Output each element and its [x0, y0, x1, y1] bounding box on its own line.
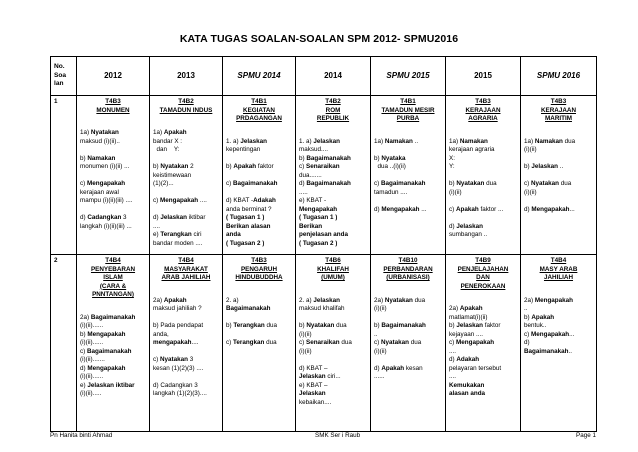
- cell-questions: 2a) Mengapakah .. b) Apakah bentuk.. c) Mengapakah... d) Bagaimanakah..: [524, 296, 575, 355]
- cell-questions: 2. a) Jelaskan maksud khalifah b) Nyatakan dua (i)(ii) c) Senaraikan dua (i)(ii) d) KBAT – Jelaskan ciri... e) KBAT – Jelaskan kebaikan....: [299, 296, 352, 406]
- table-cell: [223, 96, 296, 255]
- cell-questions: 2a) Apakah maksud jahiliah ? b) Pada pendapat anda, mengapakah.... c) Nyatakan 3 kesan (1)(2)(3) .... d) Cadangkan 3 langkah (1)(2)(3)....: [153, 296, 207, 397]
- cell-questions: 1a) Apakah bandar X : dan Y: b) Nyatakan 2 keistimewaan (1)(2)... c) Mengapakah .... d) Jelaskan iktibar .... e) Terangkan ciri bandar moden ....: [153, 129, 207, 247]
- cell-questions: 1a) Namakan kerajaan agraria X: Y: b) Nyatakan dua (i)(ii) c) Apakah faktor ... d) Jelaskan sumbangan ..: [449, 137, 504, 238]
- header-2012: 2012: [77, 57, 150, 96]
- cell-questions: 2a) Bagaimanakah (i)(ii)...... b) Mengapakah (i)(ii)...... c) Bagaimanakah (i)(ii)....... d) Mengapakah (i)(ii)...... e) Jelaskan iktibar (i)(ii).....: [80, 313, 136, 397]
- table-row: [51, 255, 597, 432]
- header-2015: 2015: [446, 57, 521, 96]
- cell-questions: 1a) Namakan .. b) Nyataka dua ..(i)(ii) c) Bagaimanakah tamadun .... d) Mengapakah ...: [374, 137, 427, 213]
- question-number: 2: [51, 255, 77, 432]
- cell-topic: T4B10 PERBANDARAN (URBANISASI): [383, 257, 433, 281]
- cell-topic: T4B4 MASY ARAB JAHILIAH: [539, 257, 578, 281]
- table-cell: [77, 255, 150, 432]
- footer-school: SMK Ser i Raub: [315, 432, 361, 439]
- table-cell: [223, 255, 296, 432]
- table-cell: [521, 96, 597, 255]
- header-2014: 2014: [296, 57, 371, 96]
- table-cell: [446, 255, 521, 432]
- page-title: KATA TUGAS SOALAN-SOALAN SPM 2012- SPMU2016: [179, 33, 459, 45]
- cell-questions: 1. a) Jelaskan maksud.... b) Bagaimanakah c) Senaraikan dua....... d) Bagaimanakah ..... e) KBAT - Mengapakah ( Tugasan 1 ) Berikan penjelasan anda ( Tugasan 2 ): [299, 137, 351, 247]
- cell-topic: T4B1 TAMADUN MESIR PURBA: [381, 98, 435, 122]
- cell-topic: T4B6 KHALIFAH (UMUM): [317, 257, 349, 281]
- cell-questions: 2. a) Bagaimanakah b) Terangkan dua c) Terangkan dua: [226, 296, 278, 346]
- cell-questions: 1. a) Jelaskan kepentingan b) Apakah faktor c) Bagaimanakah d) KBAT -Adakah anda berminat ? ( Tugasan 1 ) Berikan alasan anda ( Tugasan 2 ): [226, 137, 278, 247]
- header-row: [51, 57, 597, 96]
- header-2013: 2013: [150, 57, 223, 96]
- cell-questions: 1a) Namakan dua (i)(ii) b) Jelaskan .. c) Nyatakan dua (i)(ii) d) Mengapakah...: [524, 137, 576, 213]
- table-cell: [296, 96, 371, 255]
- cell-questions: 2a) Nyatakan dua (i)(ii) b) Bagaimanakah .. c) Nyatakan dua (i)(ii) d) Apakah kesan ......: [374, 296, 426, 380]
- cell-topic: T4B3 PENGARUH HINDUBUDDHA: [235, 257, 283, 281]
- cell-questions: 1a) Nyatakan maksud (i)(ii).. b) Namakan monumen (i)(ii) ... c) Mengapakah kerajaan awal mampu (i)(ii)(iii) .... d) Cadangkan 3 langkah (i)(ii)(iii) ...: [80, 129, 133, 230]
- cell-topic: T4B1 KEGIATAN PRDAGANGAN: [236, 98, 282, 122]
- table-cell: [296, 255, 371, 432]
- table-cell: [446, 96, 521, 255]
- question-table: [50, 56, 597, 432]
- cell-questions: 2a) Apakah matlamat(i)(ii) b) Jelaskan faktor kejayaan .... c) Mengapakah .... d) Adakah pelayaran tersebut .... Kemukakan alasan anda: [449, 305, 502, 397]
- table-cell: [521, 255, 597, 432]
- cell-topic: T4B2 TAMADUN INDUS: [159, 98, 213, 114]
- table-cell: [371, 96, 446, 255]
- cell-topic: T4B3 KERAJAAN MARITIM: [541, 98, 576, 122]
- table-cell: [150, 255, 223, 432]
- footer-author: Pn Hanita binti Ahmad: [50, 432, 113, 439]
- footer-page-number: Page 1: [576, 432, 596, 439]
- header-no: No. Soa lan: [51, 57, 77, 96]
- cell-topic: T4B4 MASYARAKAT ARAB JAHILIAH: [161, 257, 211, 281]
- cell-topic: T4B9 PENJELAJAHAN DAN PENEROKAAN: [457, 257, 509, 290]
- cell-topic: T4B2 ROM REPUBLIK: [316, 98, 350, 122]
- header-spmu-2015: SPMU 2015: [371, 57, 446, 96]
- table-row: [51, 96, 597, 255]
- header-spmu-2016: SPMU 2016: [521, 57, 597, 96]
- table-cell: [371, 255, 446, 432]
- header-spmu-2014: SPMU 2014: [223, 57, 296, 96]
- cell-topic: T4B3 MONUMEN: [96, 98, 130, 114]
- table-cell: [77, 96, 150, 255]
- cell-topic: T4B3 KERAJAAN AGRARIA: [465, 98, 501, 122]
- table-cell: [150, 96, 223, 255]
- question-number: 1: [51, 96, 77, 255]
- cell-topic: T4B4 PENYEBARAN ISLAM (CARA & PNNTANGAN): [90, 257, 136, 298]
